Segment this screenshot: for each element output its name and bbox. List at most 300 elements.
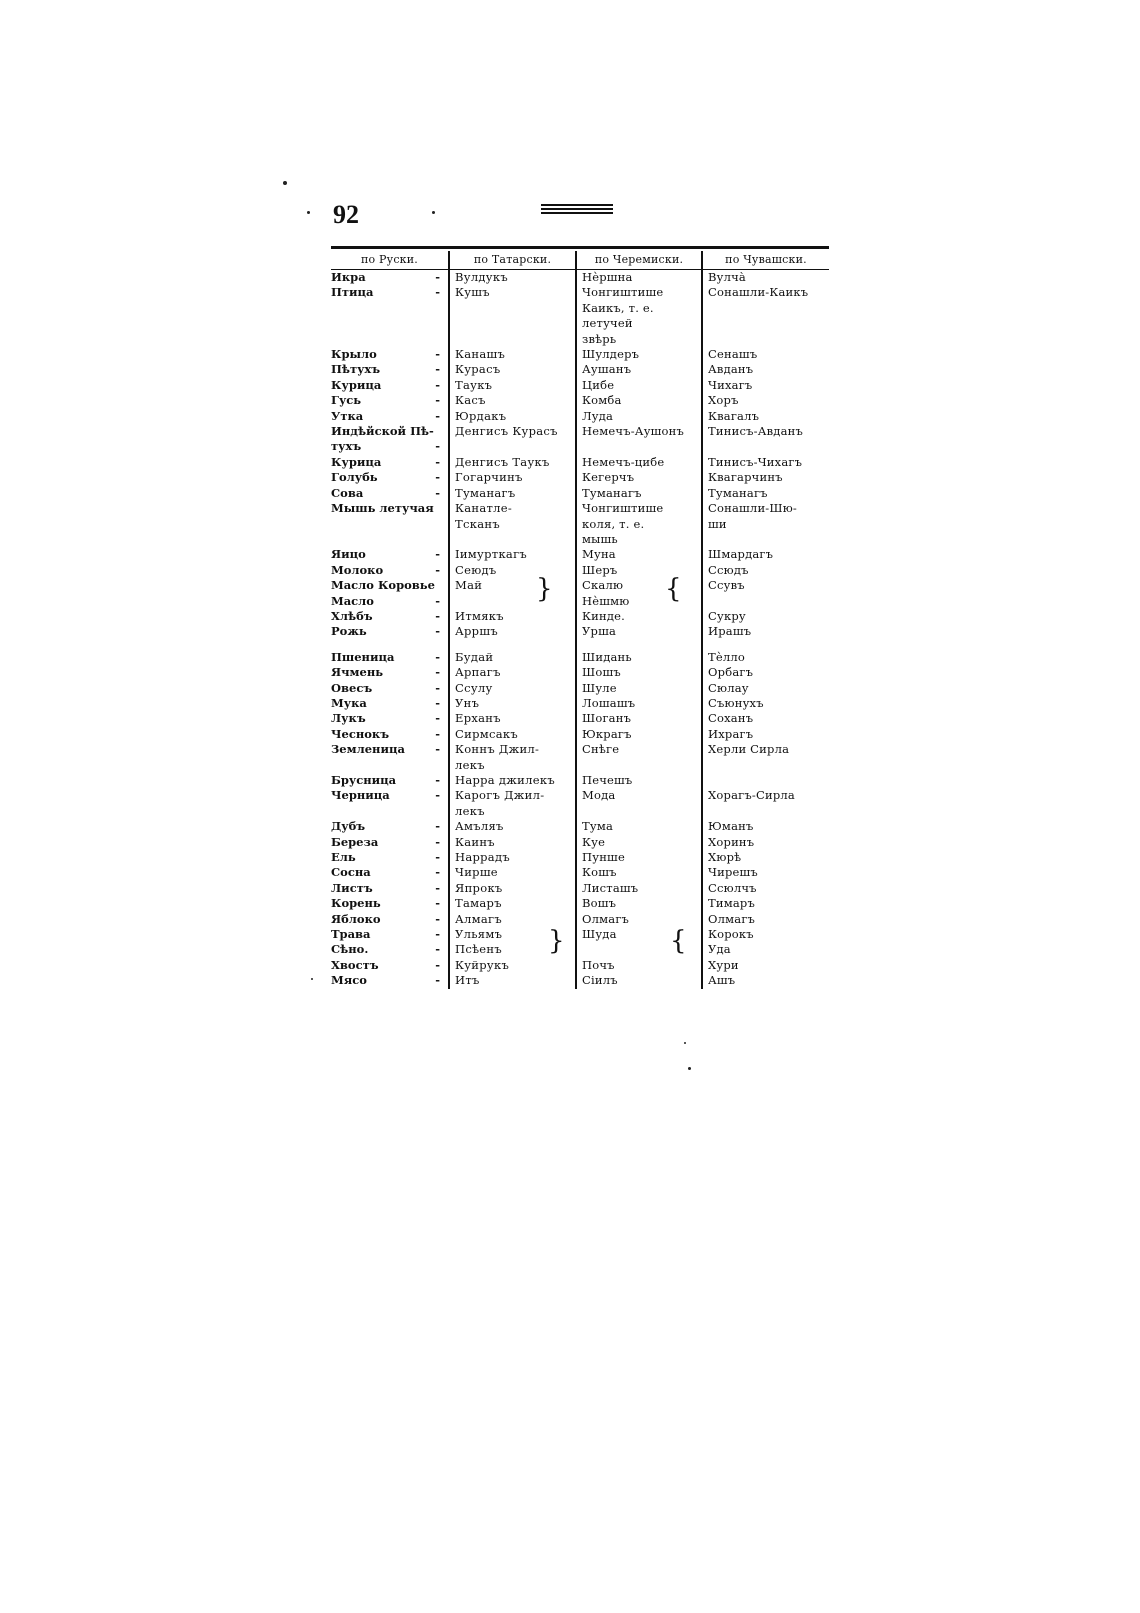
cell-tatar [449,696,576,711]
cell-chuvash [702,727,829,742]
table-row [331,332,829,347]
word-tatar: Касъ [455,393,486,408]
cell-cheremis [576,409,702,424]
cell-cheremis [576,788,702,803]
cell-tatar [449,378,576,393]
print-speck [432,211,435,214]
cell-tatar [449,881,576,896]
word-chuvash: Ашъ [708,973,736,988]
word-russian: Хлѣбъ [331,608,373,623]
cell-russian [331,665,449,680]
cell-chuvash [702,439,829,454]
dash-separator: - [435,850,440,865]
cell-russian [331,927,449,942]
word-russian: Ель [331,850,356,865]
cell-tatar [449,578,576,593]
brace-tatar-butter: } [536,574,553,604]
word-cheremis: Сіилъ [582,973,618,988]
cell-tatar [449,640,576,650]
cell-chuvash [702,942,829,957]
word-cheremis: Шидань [582,649,632,664]
cell-cheremis [576,640,702,650]
cell-russian [331,773,449,788]
cell-russian [331,439,449,454]
word-russian: Дубъ [331,819,366,834]
table-row [331,742,829,757]
word-tatar: Итъ [455,973,480,988]
cell-cheremis [576,835,702,850]
cell-chuvash [702,332,829,347]
cell-tatar [449,270,576,286]
dash-separator: - [435,911,440,926]
word-russian: Ячмень [331,665,384,680]
cell-tatar [449,609,576,624]
word-russian: Пшеница [331,649,395,664]
header-tatar: по Татарски. [449,251,576,270]
cell-chuvash [702,347,829,362]
table-row [331,896,829,911]
word-russian: Масло Коровье [331,578,435,593]
table-row [331,316,829,331]
dash-separator: - [435,819,440,834]
table-row [331,665,829,680]
word-cheremis: Муна [582,547,616,562]
cell-russian [331,455,449,470]
word-cheremis: Нѐршна [582,270,633,284]
dash-separator: - [435,896,440,911]
word-tatar: Каинъ [455,834,495,849]
word-chuvash: Хоръ [708,393,739,408]
cell-russian [331,393,449,408]
cell-tatar [449,865,576,880]
word-tatar: Вулдукъ [455,270,508,284]
dash-separator: - [435,665,440,680]
cell-russian [331,486,449,501]
cell-chuvash [702,316,829,331]
word-chuvash: Юманъ [708,819,754,834]
table-row [331,696,829,711]
table-row [331,624,829,639]
word-russian: Масло [331,593,374,608]
cell-tatar [449,486,576,501]
word-tatar: лекъ [455,803,485,818]
cell-chuvash [702,681,829,696]
word-russian: Мышь летучая [331,501,434,516]
cell-cheremis [576,393,702,408]
table-row [331,927,829,942]
cell-chuvash [702,517,829,532]
cell-chuvash [702,788,829,803]
cell-russian [331,942,449,957]
dash-separator: - [435,680,440,695]
table-row [331,773,829,788]
cell-chuvash [702,501,829,516]
table-row [331,727,829,742]
word-tatar: Ссулу [455,680,493,695]
cell-russian [331,316,449,331]
cell-russian [331,788,449,803]
word-cheremis: Шуда [582,927,617,942]
cell-chuvash [702,696,829,711]
word-russian: Рожь [331,624,367,639]
cell-tatar [449,563,576,578]
cell-cheremis [576,711,702,726]
cell-russian [331,563,449,578]
cell-chuvash [702,378,829,393]
cell-cheremis [576,547,702,562]
cell-russian [331,594,449,609]
word-cheremis: Немечъ-цибе [582,454,665,469]
cell-cheremis [576,819,702,834]
dash-separator: - [435,973,440,988]
top-rule [331,246,829,249]
word-russian: Яблоко [331,911,381,926]
cell-russian [331,711,449,726]
cell-russian [331,881,449,896]
dash-separator: - [435,562,440,577]
word-cheremis: Шуле [582,680,617,695]
table-row [331,455,829,470]
table-row [331,942,829,957]
cell-tatar [449,896,576,911]
word-tatar: Алмагъ [455,911,502,926]
word-chuvash: Ихрагъ [708,726,754,741]
cell-cheremis [576,285,702,300]
dash-separator: - [435,649,440,664]
table-row [331,609,829,624]
dash-separator: - [435,393,440,408]
brace-cheremis-butter: { [665,574,682,604]
dash-separator: - [435,285,440,300]
word-chuvash: Хури [708,957,739,972]
word-russian: Утка [331,408,364,423]
dash-separator: - [435,547,440,562]
word-chuvash: Съюнухъ [708,695,764,710]
word-chuvash: Ирашъ [708,624,752,639]
cell-chuvash [702,270,829,286]
dash-separator: - [435,608,440,623]
word-cheremis: Чонгиштише [582,285,664,300]
table-row [331,835,829,850]
cell-russian [331,332,449,347]
cell-chuvash [702,758,829,773]
table-row [331,301,829,316]
brace-chuvash-hay: { [670,926,687,956]
table-row [331,470,829,485]
word-cheremis: Шошъ [582,665,621,680]
word-cheremis: Шоганъ [582,711,632,726]
word-russian: Чеснокъ [331,726,390,741]
word-tatar: Іимурткагъ [455,547,528,562]
table-row [331,347,829,362]
cell-cheremis [576,727,702,742]
cell-russian [331,835,449,850]
table-row [331,865,829,880]
cell-cheremis [576,742,702,757]
cell-russian [331,501,449,516]
print-speck [307,211,310,214]
word-tatar: Курасъ [455,362,501,377]
word-tatar: Арршъ [455,624,498,639]
cell-chuvash [702,563,829,578]
word-cheremis: Кинде. [582,608,625,623]
cell-russian [331,378,449,393]
cell-cheremis [576,773,702,788]
word-chuvash: Корокъ [708,927,754,942]
print-speck [684,1042,686,1044]
cell-chuvash [702,650,829,665]
cell-russian [331,804,449,819]
word-cheremis: Тума [582,819,614,834]
table-row [331,881,829,896]
cell-chuvash [702,973,829,988]
word-russian: Овесъ [331,680,373,695]
cell-tatar [449,439,576,454]
cell-chuvash [702,578,829,593]
cell-cheremis [576,973,702,988]
word-chuvash: Орбагъ [708,665,754,680]
word-chuvash: Херли Сирла [708,742,790,757]
cell-tatar [449,727,576,742]
dash-separator: - [435,377,440,392]
cell-cheremis [576,665,702,680]
dash-separator: - [435,711,440,726]
cell-tatar [449,301,576,316]
table-row [331,486,829,501]
dash-separator: - [435,624,440,639]
cell-russian [331,758,449,773]
word-russian: Береза [331,834,379,849]
cell-tatar [449,973,576,988]
word-cheremis: Шулдеръ [582,347,640,362]
word-chuvash: Квагалъ [708,408,760,423]
page-number: 92 [333,200,359,229]
dash-separator: - [435,470,440,485]
cell-tatar [449,681,576,696]
print-speck [283,181,287,185]
word-chuvash: Тинисъ-Авданъ [708,424,804,439]
cell-russian [331,696,449,711]
cell-russian [331,865,449,880]
word-cheremis: Цибе [582,377,615,392]
cell-chuvash [702,455,829,470]
cell-chuvash [702,547,829,562]
cell-chuvash [702,819,829,834]
word-chuvash: Хорагъ-Сирла [708,788,795,803]
cell-tatar [449,788,576,803]
table-row [331,409,829,424]
table-row [331,912,829,927]
cell-cheremis [576,896,702,911]
cell-chuvash [702,896,829,911]
word-russian: Сосна [331,865,371,880]
word-tatar: Итмякъ [455,608,504,623]
word-russian: Сѣно. [331,942,369,957]
cell-chuvash [702,958,829,973]
word-tatar: Кушъ [455,285,490,300]
cell-cheremis [576,316,702,331]
word-cheremis: Немечъ-Аушонъ [582,424,685,439]
cell-chuvash [702,532,829,547]
table-row [331,285,829,300]
word-chuvash: Чирешъ [708,865,758,880]
word-chuvash: Ссюдъ [708,562,749,577]
dash-separator: - [435,773,440,787]
table-row [331,270,829,286]
cell-chuvash [702,486,829,501]
word-chuvash: Квагарчинъ [708,470,783,485]
word-russian: Листъ [331,880,373,895]
header-cheremis: по Черемиски. [576,251,702,270]
cell-chuvash [702,393,829,408]
word-russian: Брусница [331,773,397,787]
vocabulary-table [331,246,829,989]
word-russian: Икра [331,270,366,284]
cell-cheremis [576,850,702,865]
header-ornament [541,204,613,214]
word-tatar: Коннъ Джил- [455,742,540,757]
cell-russian [331,517,449,532]
word-tatar: Унъ [455,695,480,710]
table-row [331,501,829,516]
word-russian: Голубь [331,470,378,485]
cell-chuvash [702,835,829,850]
cell-russian [331,609,449,624]
word-russian: Черница [331,788,390,803]
cell-tatar [449,665,576,680]
word-cheremis: Куе [582,834,606,849]
cell-cheremis [576,804,702,819]
word-chuvash: Ссувъ [708,578,745,593]
dash-separator: - [435,270,440,284]
cell-russian [331,819,449,834]
cell-chuvash [702,362,829,377]
dash-separator: - [435,834,440,849]
word-cheremis: Урша [582,624,617,639]
word-cheremis: Нѐшмю [582,593,630,608]
table-row [331,973,829,988]
word-tatar: Тамаръ [455,896,502,911]
cell-cheremis [576,881,702,896]
word-tatar: Сирмсакъ [455,726,518,741]
word-chuvash: Тинисъ-Чихагъ [708,454,803,469]
table-row [331,640,829,650]
word-russian: Молоко [331,562,384,577]
word-tatar: Ерханъ [455,711,501,726]
word-tatar: Арпагъ [455,665,501,680]
word-cheremis: Комба [582,393,622,408]
cell-tatar [449,332,576,347]
cell-tatar [449,711,576,726]
table-row [331,439,829,454]
cell-chuvash [702,301,829,316]
word-chuvash: Авданъ [708,362,754,377]
word-chuvash: Сюлау [708,680,749,695]
cell-russian [331,547,449,562]
word-tatar: лекъ [455,757,485,772]
cell-tatar [449,455,576,470]
header-chuvash: по Чувашски. [702,251,829,270]
dash-separator: - [435,695,440,710]
cell-russian [331,742,449,757]
cell-chuvash [702,912,829,927]
table-row [331,424,829,439]
cell-tatar [449,804,576,819]
word-chuvash: Уда [708,942,731,957]
word-tatar: Амъляъ [455,819,504,834]
cell-cheremis [576,470,702,485]
word-cheremis: Кегерчъ [582,470,635,485]
word-russian: Трава [331,927,371,942]
cell-tatar [449,819,576,834]
cell-russian [331,650,449,665]
word-russian: Земленица [331,742,405,757]
cell-tatar [449,362,576,377]
dash-separator: - [435,439,440,454]
word-chuvash: Соханъ [708,711,754,726]
cell-cheremis [576,758,702,773]
cell-chuvash [702,850,829,865]
table-row [331,517,829,532]
word-tatar: Май [455,578,483,593]
cell-cheremis [576,347,702,362]
word-cheremis: Туманагъ [582,485,642,500]
dash-separator: - [435,454,440,469]
word-cheremis: мышь [582,531,618,546]
word-cheremis: Юкрагъ [582,726,632,741]
word-russian: Птица [331,285,374,300]
cell-tatar [449,650,576,665]
cell-tatar [449,285,576,300]
word-chuvash: Чихагъ [708,377,753,392]
cell-chuvash [702,865,829,880]
word-russian: Курица [331,377,382,392]
cell-russian [331,270,449,286]
cell-cheremis [576,378,702,393]
cell-tatar [449,594,576,609]
cell-russian [331,470,449,485]
dash-separator: - [435,957,440,972]
word-tatar: Куйрукъ [455,957,510,972]
table-row [331,850,829,865]
cell-tatar [449,958,576,973]
cell-tatar [449,424,576,439]
cell-cheremis [576,650,702,665]
dash-separator: - [435,880,440,895]
word-cheremis: Аушанъ [582,362,632,377]
cell-tatar [449,517,576,532]
word-tatar: Япрокъ [455,880,503,895]
word-russian: Индѣйской Пѣ- [331,424,434,439]
word-tatar: Наррадъ [455,850,510,865]
dash-separator: - [435,927,440,942]
word-russian: Хвостъ [331,957,379,972]
word-russian: Гусь [331,393,362,408]
cell-cheremis [576,501,702,516]
cell-cheremis [576,424,702,439]
table-row [331,362,829,377]
cell-tatar [449,393,576,408]
cell-tatar [449,742,576,757]
word-chuvash: Шмардагъ [708,547,774,562]
word-chuvash: Ссюлчъ [708,880,757,895]
word-tatar: Карогъ Джил- [455,788,545,803]
word-tatar: Туманагъ [455,485,516,500]
table-row [331,563,829,578]
cell-chuvash [702,409,829,424]
word-tatar: Будай [455,649,494,664]
cell-tatar [449,835,576,850]
